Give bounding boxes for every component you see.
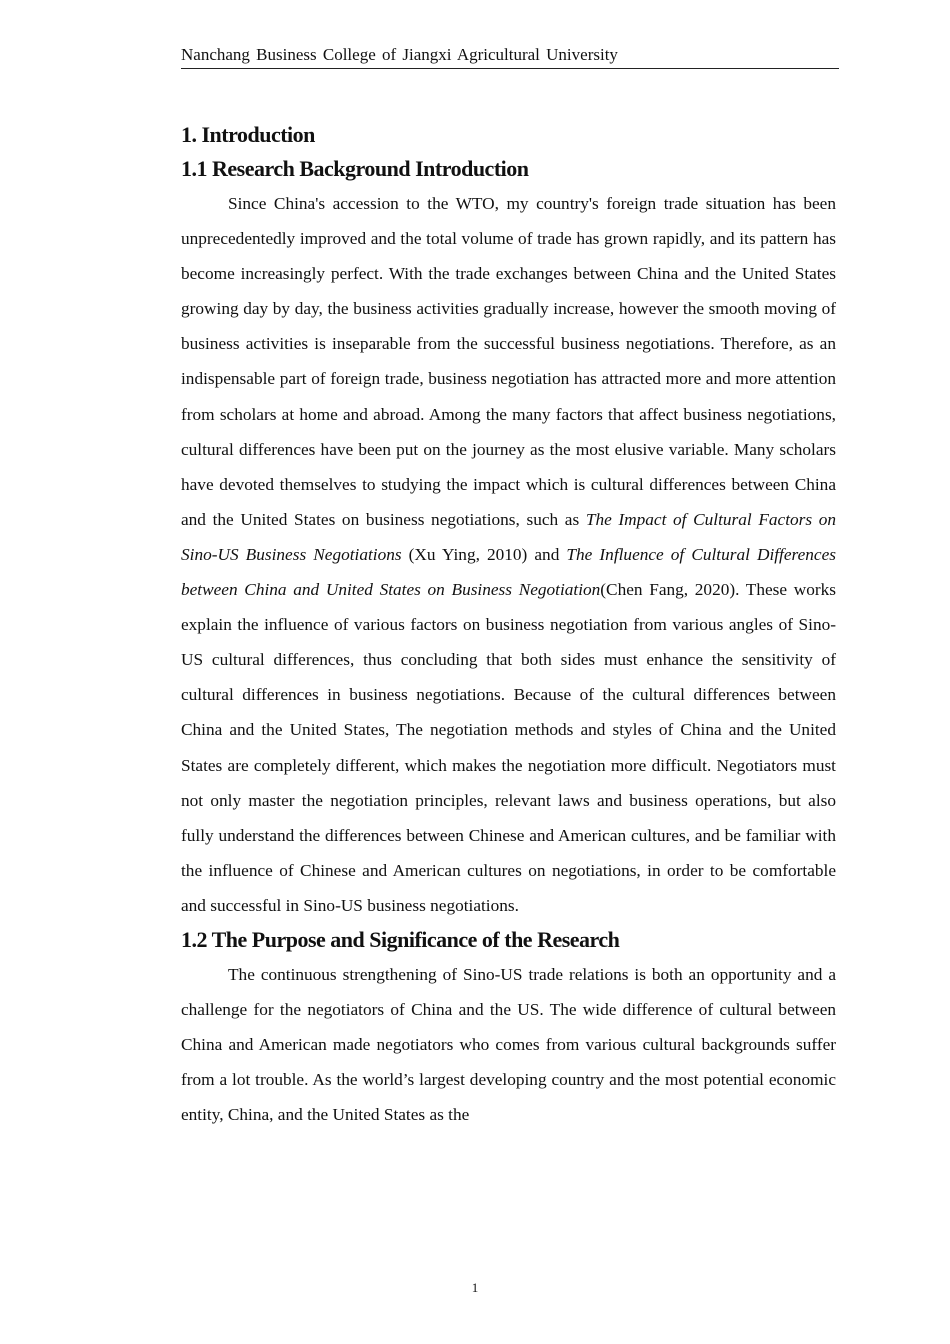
running-header: Nanchang Business College of Jiangxi Agricultural University: [181, 44, 839, 69]
cited-work-title-1: The Impact of Cultural Factors on Sino-US Business Negotiations: [181, 509, 836, 564]
cited-work-title-2: The Influence of Cultural Differences between China and United States on Business Negotiation: [181, 544, 836, 600]
subsection-heading-purpose-significance: 1.2 The Purpose and Significance of the Research: [181, 926, 620, 952]
background-text-part1: Since China's accession to the WTO, my country's foreign trade situation has been unprecedentedly improved and the total volume of trade has grown rapidly, and its pattern has become increasingly perfect. With the trade exchanges between China and the United States growing day by day, the business activities gradually increase, however the smooth moving of business activities is inseparable from the successful business negotiations. Therefore, as an indispensable part of foreign trade, business negotiation has attracted more and more attention from scholars at home and abroad. Among the many factors that affect business negotiations, cultural differences have been put on the journey as the most elusive variable. Many scholars have devoted themselves to studying the impact which is cultural differences between China and the United States on business negotiations, such as: [181, 194, 836, 529]
section-heading-introduction: 1. Introduction: [181, 122, 315, 147]
page-number: 1: [471, 1280, 479, 1295]
background-text-part2: (Xu Ying, 2010) and: [401, 544, 567, 564]
background-paragraph: [181, 186, 836, 923]
page-body: [181, 118, 836, 1132]
background-text-part3: (Chen Fang, 2020). These works explain the influence of various factors on business negotiation from various angles of Sino-US cultural differences, thus concluding that both sides must enhance the sensitivity of cultural differences in business negotiations. Because of the cultural differences between China and the United States, The negotiation methods and styles of China and the United States are completely different, which makes the negotiation more difficult. Negotiators must not only master the negotiation principles, relevant laws and business operations, but also fully understand the differences between Chinese and American cultures, and be familiar with the influence of Chinese and American cultures on negotiations, in order to be comfortable and successful in Sino-US business negotiations.: [181, 580, 836, 915]
purpose-paragraph: The continuous strengthening of Sino-US trade relations is both an opportunity and a challenge for the negotiators of China and the US. The wide difference of cultural between China and American made negotiators who comes from various cultural backgrounds suffer from a lot trouble. As the world’s largest developing country and the most potential economic entity, China, and the United States as the: [181, 964, 836, 1125]
subsection-heading-research-background: 1.1 Research Background Introduction: [181, 156, 529, 181]
